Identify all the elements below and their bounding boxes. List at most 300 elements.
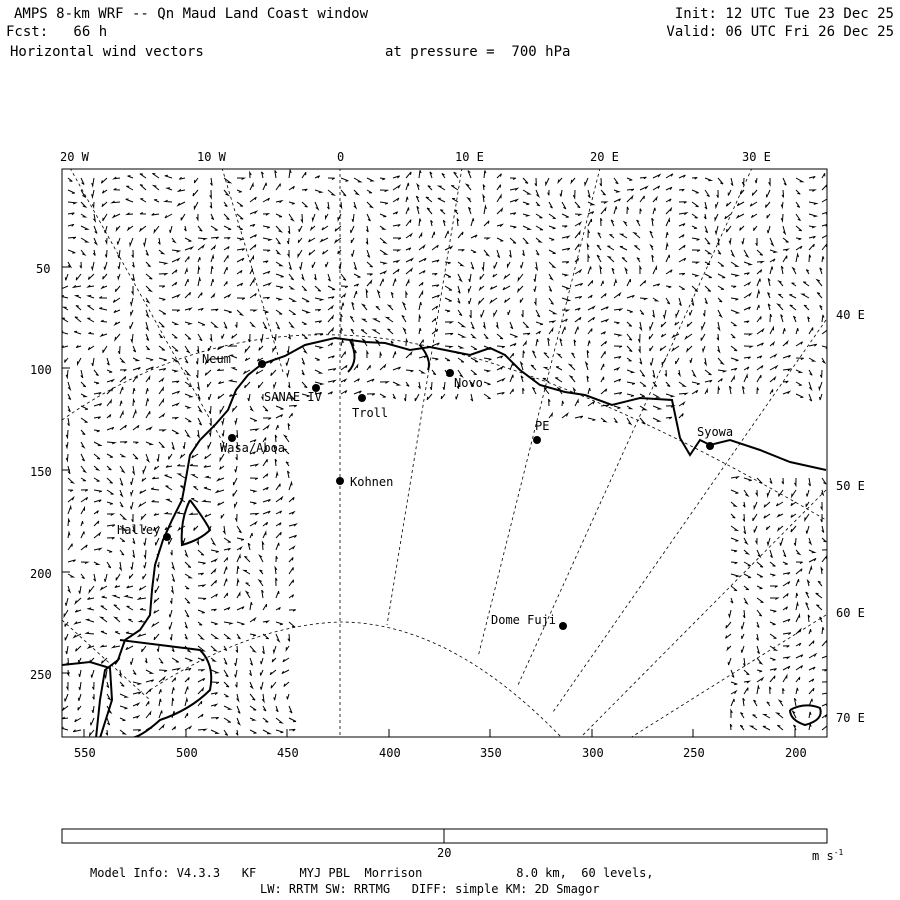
wind-vector <box>770 377 775 382</box>
wind-vector <box>393 367 401 370</box>
wind-vector <box>731 502 736 506</box>
wind-vector <box>276 406 283 409</box>
wind-vector <box>783 688 785 694</box>
wind-vector <box>263 718 268 722</box>
wind-vector <box>757 622 759 628</box>
wind-vector <box>783 582 790 586</box>
wind-vector <box>249 670 251 676</box>
wind-vector <box>718 322 720 330</box>
wind-vector <box>737 202 744 206</box>
wind-vector <box>809 712 811 718</box>
wind-vector <box>744 670 749 675</box>
wind-vector <box>250 490 256 492</box>
wind-vector <box>404 329 406 334</box>
wind-vector <box>783 607 788 610</box>
wind-vector <box>159 346 165 350</box>
wind-vector <box>237 547 242 550</box>
wind-vector <box>731 178 733 186</box>
wind-vector <box>132 286 134 294</box>
wind-vector <box>705 226 708 233</box>
wind-vector <box>235 658 237 666</box>
wind-vector <box>262 694 264 702</box>
wind-vector <box>510 334 518 337</box>
wind-vector <box>107 694 110 700</box>
wind-vector <box>211 266 213 274</box>
wind-vector <box>666 244 668 250</box>
wind-vector <box>211 570 216 575</box>
wind-vector <box>181 454 185 458</box>
wind-vector <box>796 579 799 586</box>
wind-vector <box>679 298 681 306</box>
wind-vector <box>350 316 354 322</box>
wind-vector <box>159 379 163 382</box>
wind-vector <box>289 413 292 418</box>
wind-vector <box>770 343 774 347</box>
wind-vector <box>523 190 530 194</box>
wind-vector <box>649 334 653 339</box>
wind-vector <box>744 307 751 310</box>
wind-vector <box>179 189 186 191</box>
station-dot-kohnen <box>336 477 344 485</box>
wind-vector <box>120 706 127 709</box>
wind-vector <box>672 346 679 351</box>
wind-vector <box>601 389 607 394</box>
wind-vector <box>185 334 191 339</box>
wind-vector <box>81 508 85 514</box>
wind-vector <box>640 322 642 330</box>
wind-vector <box>159 711 162 719</box>
wind-vector <box>505 274 511 278</box>
wind-vector <box>796 254 799 262</box>
wind-vector <box>366 290 368 298</box>
wind-vector <box>779 700 783 706</box>
wind-vector <box>224 214 229 220</box>
wind-vector <box>271 370 276 376</box>
wind-vector <box>120 682 124 686</box>
wind-vector <box>171 586 173 593</box>
wind-vector <box>131 562 133 570</box>
wind-vector <box>391 292 393 298</box>
wind-vector <box>367 262 373 267</box>
wind-vector <box>791 526 796 532</box>
wind-vector <box>81 531 84 538</box>
wind-vector <box>94 238 97 244</box>
wind-vector <box>484 370 489 372</box>
wind-vector <box>777 725 783 730</box>
wind-vector <box>822 640 827 646</box>
wind-vector <box>185 658 192 661</box>
wind-vector <box>705 178 711 181</box>
wind-vector <box>817 293 822 298</box>
wind-vector <box>113 298 120 302</box>
wind-vector <box>614 178 618 184</box>
wind-vector <box>523 342 526 346</box>
wind-vector <box>131 502 134 509</box>
wind-vector <box>146 250 148 256</box>
wind-vector <box>562 236 569 238</box>
wind-vector <box>354 190 358 195</box>
wind-vector <box>263 522 268 526</box>
wind-vector <box>820 394 823 400</box>
wind-vector <box>236 322 238 328</box>
wind-vector <box>549 226 556 229</box>
wind-vector <box>237 580 239 587</box>
wind-vector <box>754 700 758 706</box>
wind-vector <box>142 646 146 652</box>
wind-vector <box>575 270 581 274</box>
wind-vector <box>263 459 267 466</box>
wind-vector <box>140 490 146 493</box>
wind-vector <box>172 238 175 242</box>
wind-vector <box>250 245 256 250</box>
wind-vector <box>586 363 588 371</box>
wind-vector <box>419 258 426 262</box>
wind-vector <box>237 214 243 219</box>
wind-vector <box>704 214 706 219</box>
wind-vector <box>211 246 215 250</box>
wind-vector <box>276 578 278 586</box>
wind-vector <box>144 550 146 558</box>
wind-vector <box>103 274 107 279</box>
wind-vector <box>73 730 81 732</box>
wind-vector <box>194 202 198 209</box>
wind-vector <box>146 701 149 706</box>
wind-vector <box>216 490 224 492</box>
wind-vector <box>328 381 335 383</box>
wind-vector <box>81 478 86 481</box>
wind-vector <box>588 267 591 275</box>
wind-vector <box>757 356 762 358</box>
wind-vector <box>250 269 253 274</box>
wind-vector <box>560 339 562 346</box>
wind-vector <box>276 201 282 203</box>
wind-vector <box>198 610 205 613</box>
wind-vector <box>328 316 333 322</box>
wind-vector <box>246 592 250 598</box>
wind-vector <box>533 351 537 358</box>
wind-vector <box>138 597 146 599</box>
wind-vector <box>533 387 537 394</box>
wind-vector <box>328 329 333 335</box>
wind-vector <box>731 550 737 552</box>
wind-vector <box>183 538 185 543</box>
wind-vector <box>575 244 579 250</box>
wind-vector <box>133 442 138 444</box>
wind-vector <box>770 355 776 358</box>
wind-vector <box>211 682 219 684</box>
wind-vector <box>198 394 200 399</box>
wind-vector <box>601 341 607 346</box>
wind-vector <box>198 257 200 262</box>
wind-vector <box>791 502 796 506</box>
wind-vector <box>497 334 503 339</box>
wind-vector <box>198 678 205 682</box>
wind-vector <box>432 329 438 334</box>
wind-vector <box>302 382 307 388</box>
wind-vector <box>796 342 803 346</box>
wind-vector <box>781 266 783 274</box>
wind-vector <box>224 295 230 298</box>
wind-vector <box>821 568 823 574</box>
wind-vector <box>76 295 81 298</box>
wind-vector <box>809 328 813 335</box>
wind-vector <box>107 442 115 444</box>
wind-vector <box>406 269 412 274</box>
wind-vector <box>263 297 270 299</box>
wind-vector <box>367 250 370 257</box>
wind-vector <box>432 245 438 250</box>
wind-vector <box>744 294 751 298</box>
wind-vector <box>192 475 198 478</box>
wind-vector <box>494 310 497 316</box>
init-time: Init: 12 UTC Tue 23 Dec 25 <box>674 6 894 22</box>
wind-vector <box>705 202 707 209</box>
wind-vector <box>822 315 824 322</box>
wind-vector <box>237 607 244 610</box>
station-label-kohnen: Kohnen <box>350 475 394 489</box>
wind-vector <box>731 346 737 351</box>
wind-vector <box>521 376 523 382</box>
wind-vector <box>94 490 102 492</box>
wind-vector <box>794 698 796 706</box>
wind-vector <box>770 610 776 612</box>
wind-vector <box>127 586 133 588</box>
wind-vector <box>172 358 178 362</box>
wind-vector <box>367 379 374 382</box>
wind-vector <box>393 238 401 239</box>
wind-vector <box>250 706 256 710</box>
wind-vector <box>380 202 388 204</box>
wind-vector <box>757 250 763 255</box>
wind-vector <box>222 430 224 436</box>
wind-vector <box>250 464 258 466</box>
wind-vector <box>101 178 107 183</box>
wind-vector <box>705 380 712 382</box>
wind-vector <box>159 658 163 663</box>
wind-vector <box>809 236 815 238</box>
wind-vector <box>250 211 257 214</box>
wind-vector <box>769 178 771 185</box>
wind-vector <box>634 246 640 250</box>
wind-vector <box>768 293 770 299</box>
wind-vector <box>637 220 640 226</box>
wind-vector <box>445 298 452 301</box>
wind-vector <box>406 352 412 358</box>
wind-vector <box>159 430 165 432</box>
wind-scale-value: 20 <box>437 846 452 860</box>
wind-vector <box>224 607 230 610</box>
wind-vector <box>393 261 399 263</box>
wind-vector <box>185 574 191 578</box>
wind-vector <box>105 250 107 257</box>
wind-vector <box>715 226 718 234</box>
wind-vector <box>607 246 614 250</box>
wind-vector <box>315 202 318 209</box>
wind-vector <box>692 298 694 306</box>
wind-vector <box>666 417 672 419</box>
wind-vector <box>652 255 654 262</box>
wind-vector <box>205 370 211 375</box>
wind-vector <box>741 646 744 653</box>
wind-vector <box>119 562 121 570</box>
wind-vector <box>518 274 523 280</box>
wind-vector <box>185 238 191 241</box>
wind-vector <box>194 487 199 491</box>
wind-vector <box>258 382 263 388</box>
wind-vector <box>286 462 289 466</box>
wind-vector <box>224 226 231 230</box>
wind-vector <box>185 418 191 422</box>
wind-vector <box>822 185 827 191</box>
wind-vector <box>237 634 240 639</box>
wind-vector <box>432 343 439 346</box>
wind-vector <box>146 334 149 341</box>
wind-vector <box>198 622 202 625</box>
wind-vector <box>114 605 120 610</box>
wind-vector <box>224 634 230 639</box>
wind-vector <box>770 658 776 660</box>
wind-vector <box>796 178 803 182</box>
wind-vector <box>783 657 789 659</box>
wind-vector <box>128 619 133 622</box>
wind-vector <box>679 235 684 238</box>
wind-vector <box>179 177 185 179</box>
wind-vector <box>250 406 253 411</box>
wind-vector <box>120 718 125 721</box>
wind-vector <box>763 726 770 730</box>
wind-vector <box>219 382 225 384</box>
wind-vector <box>75 718 81 722</box>
wind-vector <box>250 682 253 688</box>
wind-vector <box>705 190 710 197</box>
wind-vector <box>675 322 679 325</box>
wind-vector <box>621 234 627 238</box>
wind-vector <box>627 406 632 409</box>
wind-vector <box>715 214 718 220</box>
wind-vector <box>367 351 369 358</box>
wind-vector <box>315 358 320 360</box>
wind-vector <box>776 502 783 506</box>
wind-vector <box>276 634 279 641</box>
wind-vector <box>588 329 592 334</box>
wind-vector <box>120 442 127 444</box>
wind-vector <box>81 238 88 242</box>
wind-vector <box>94 370 99 376</box>
wind-vector <box>152 174 159 179</box>
map-title: AMPS 8-km WRF -- Qn Maud Land Coast window <box>14 6 369 22</box>
meridian-10e <box>387 168 462 625</box>
wind-vector <box>744 550 748 554</box>
wind-vector <box>716 202 719 207</box>
wind-vector <box>679 258 686 262</box>
wind-vector <box>250 514 258 516</box>
coastline <box>62 338 826 738</box>
wind-vector <box>510 322 513 329</box>
wind-vector <box>211 538 215 545</box>
wind-vector <box>536 322 543 325</box>
wind-vector <box>198 688 203 694</box>
wind-vector <box>731 334 735 338</box>
grid-x-label-400: 400 <box>379 746 401 760</box>
wind-vector <box>549 310 556 314</box>
wind-vector <box>575 214 581 216</box>
wind-vector <box>107 490 114 494</box>
wind-vector <box>731 250 734 256</box>
wind-vector <box>456 394 458 399</box>
wind-vector <box>210 418 212 426</box>
wind-vector <box>445 333 453 335</box>
wind-vector <box>544 353 549 358</box>
wind-vector <box>81 521 83 526</box>
wind-vector <box>731 526 737 530</box>
wind-vector <box>172 270 177 274</box>
wind-vector <box>224 190 228 195</box>
station-label-halley: Halley <box>117 523 161 537</box>
wind-vector <box>718 387 720 394</box>
wind-vector <box>570 376 575 382</box>
wind-vector <box>354 202 356 208</box>
wind-vector <box>781 315 783 322</box>
wind-vector <box>809 688 814 694</box>
wind-vector <box>133 358 138 361</box>
wind-vector <box>284 436 289 443</box>
grid-x-label-250: 250 <box>683 746 705 760</box>
wind-vector <box>536 331 541 334</box>
wind-vector <box>87 619 94 622</box>
wind-vector <box>666 208 671 214</box>
wind-vector <box>178 202 185 206</box>
wind-vector <box>206 476 211 478</box>
wind-vector <box>611 220 614 226</box>
wind-vector <box>263 500 270 503</box>
wind-vector <box>796 190 800 194</box>
wind-vector <box>131 310 133 315</box>
wind-vector <box>743 610 745 618</box>
wind-vector <box>445 262 451 264</box>
wind-vector <box>614 309 622 311</box>
wind-vector <box>144 538 146 545</box>
wind-vector <box>289 535 297 538</box>
wind-vector <box>198 670 204 672</box>
wind-vector <box>653 418 660 421</box>
wind-vector <box>660 346 666 351</box>
wind-vector <box>766 202 771 208</box>
wind-vector <box>679 414 683 419</box>
wind-vector <box>588 401 594 406</box>
wind-vector <box>139 586 146 590</box>
wind-vector <box>250 280 254 287</box>
wind-vector <box>68 178 72 181</box>
wind-vector <box>809 559 816 563</box>
wind-vector <box>731 262 738 266</box>
wind-vector <box>483 322 485 328</box>
wind-vector <box>770 327 774 334</box>
wind-vector <box>211 609 216 611</box>
wind-vector <box>205 514 211 517</box>
wind-vector <box>118 262 120 269</box>
wind-vector <box>770 259 775 262</box>
wind-vector <box>159 322 164 327</box>
wind-vector <box>237 249 245 251</box>
wind-vector <box>198 585 205 587</box>
wind-vector <box>101 606 107 610</box>
wind-vector <box>744 283 750 286</box>
wind-vector <box>133 703 139 706</box>
wind-vector <box>146 411 150 418</box>
wind-vector <box>185 598 190 603</box>
wind-vector <box>614 280 617 286</box>
wind-vector <box>601 364 604 370</box>
